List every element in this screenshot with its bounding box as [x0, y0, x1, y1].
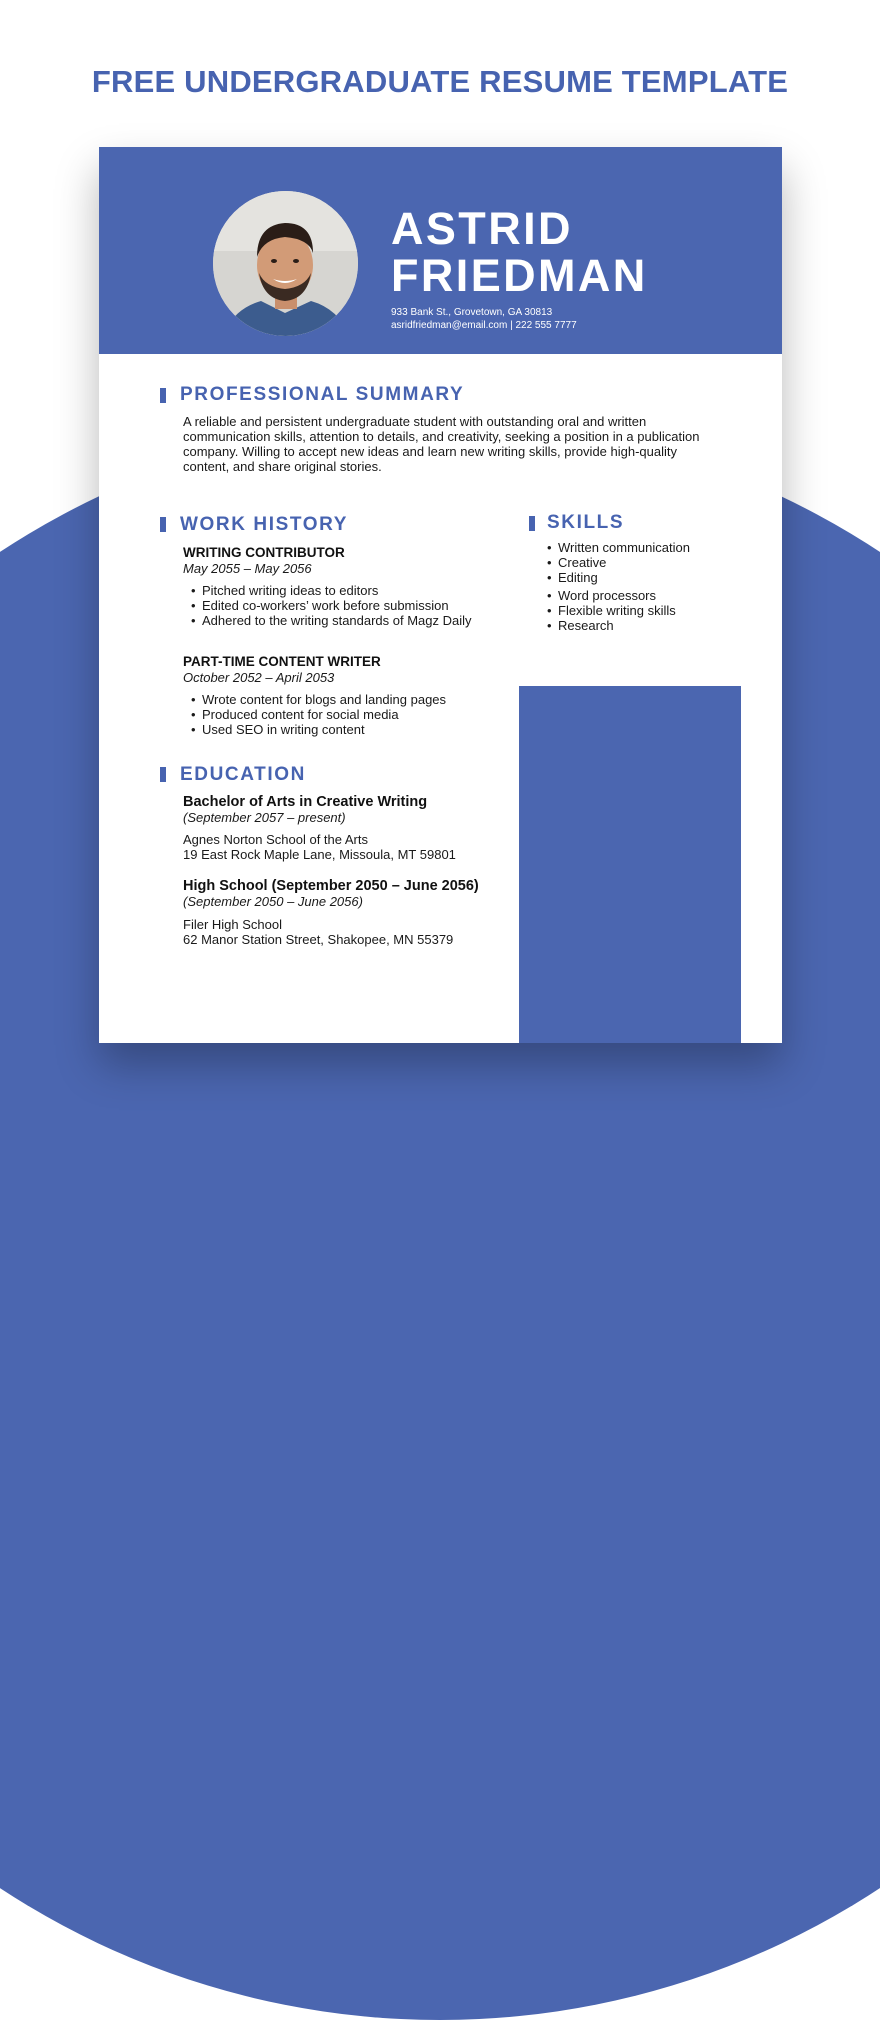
list-item: • Adhered to the writing standards of Magz Daily — [191, 613, 472, 628]
list-item: • Creative — [547, 555, 690, 570]
list-item: • Produced content for social media — [191, 707, 446, 722]
job-title: PART-TIME CONTENT WRITER — [183, 654, 381, 669]
email-phone-line: asridfriedman@email.com | 222 555 7777 — [391, 320, 577, 331]
candidate-name — [391, 205, 648, 299]
degree-dates: (September 2050 – June 2056) — [183, 894, 363, 909]
contact-info — [391, 306, 577, 332]
list-item: • Flexible writing skills — [547, 603, 690, 618]
resume-header — [99, 147, 782, 354]
degree-title: Bachelor of Arts in Creative Writing — [183, 794, 428, 810]
list-item: • Used SEO in writing content — [191, 722, 446, 737]
degree-title: High School (September 2050 – June 2056) — [183, 878, 479, 894]
list-item: • Research — [547, 618, 690, 633]
education-title: EDUCATION — [180, 764, 306, 785]
list-item: • Word processors — [547, 588, 690, 603]
list-item: • Wrote content for blogs and landing pages — [191, 692, 446, 707]
education-title-marker — [160, 767, 166, 782]
name-last: FRIEDMAN — [391, 250, 648, 301]
job-bullets — [191, 583, 472, 628]
job-title: WRITING CONTRIBUTOR — [183, 545, 345, 560]
school-name: Filer High School — [183, 917, 282, 932]
name-first: ASTRID — [391, 203, 573, 254]
list-item: • Written communication — [547, 540, 690, 555]
list-item: • Editing — [547, 570, 690, 585]
school-address: 62 Manor Station Street, Shakopee, MN 55379 — [183, 932, 454, 947]
list-item: • Edited co-workers’ work before submission — [191, 598, 472, 613]
school-address: 19 East Rock Maple Lane, Missoula, MT 59801 — [183, 847, 456, 862]
decorative-side-block — [519, 686, 741, 1043]
work-title: WORK HISTORY — [180, 514, 349, 535]
job-dates: October 2052 – April 2053 — [183, 670, 335, 685]
summary-title-marker — [160, 388, 166, 403]
skills-title: SKILLS — [547, 512, 625, 533]
profile-photo — [213, 191, 358, 336]
work-title-marker — [160, 517, 166, 532]
school-name: Agnes Norton School of the Arts — [183, 832, 368, 847]
page-heading: FREE UNDERGRADUATE RESUME TEMPLATE — [91, 64, 789, 99]
resume-document — [99, 147, 782, 1043]
address-line: 933 Bank St., Grovetown, GA 30813 — [391, 307, 553, 318]
job-dates: May 2055 – May 2056 — [183, 561, 312, 576]
degree-dates: (September 2057 – present) — [183, 810, 346, 825]
job-bullets — [191, 692, 446, 737]
summary-text: A reliable and persistent undergraduate student with outstanding oral and written communication skills, attention to details, and creativity, seeking a position in a publication company. Willing to accept new ideas and learn new writing skills, provide high-quality content, and share original stories. — [183, 414, 700, 474]
skills-list — [547, 540, 690, 633]
summary-title: PROFESSIONAL SUMMARY — [180, 384, 465, 405]
list-item: • Pitched writing ideas to editors — [191, 583, 472, 598]
skills-title-marker — [529, 516, 535, 531]
